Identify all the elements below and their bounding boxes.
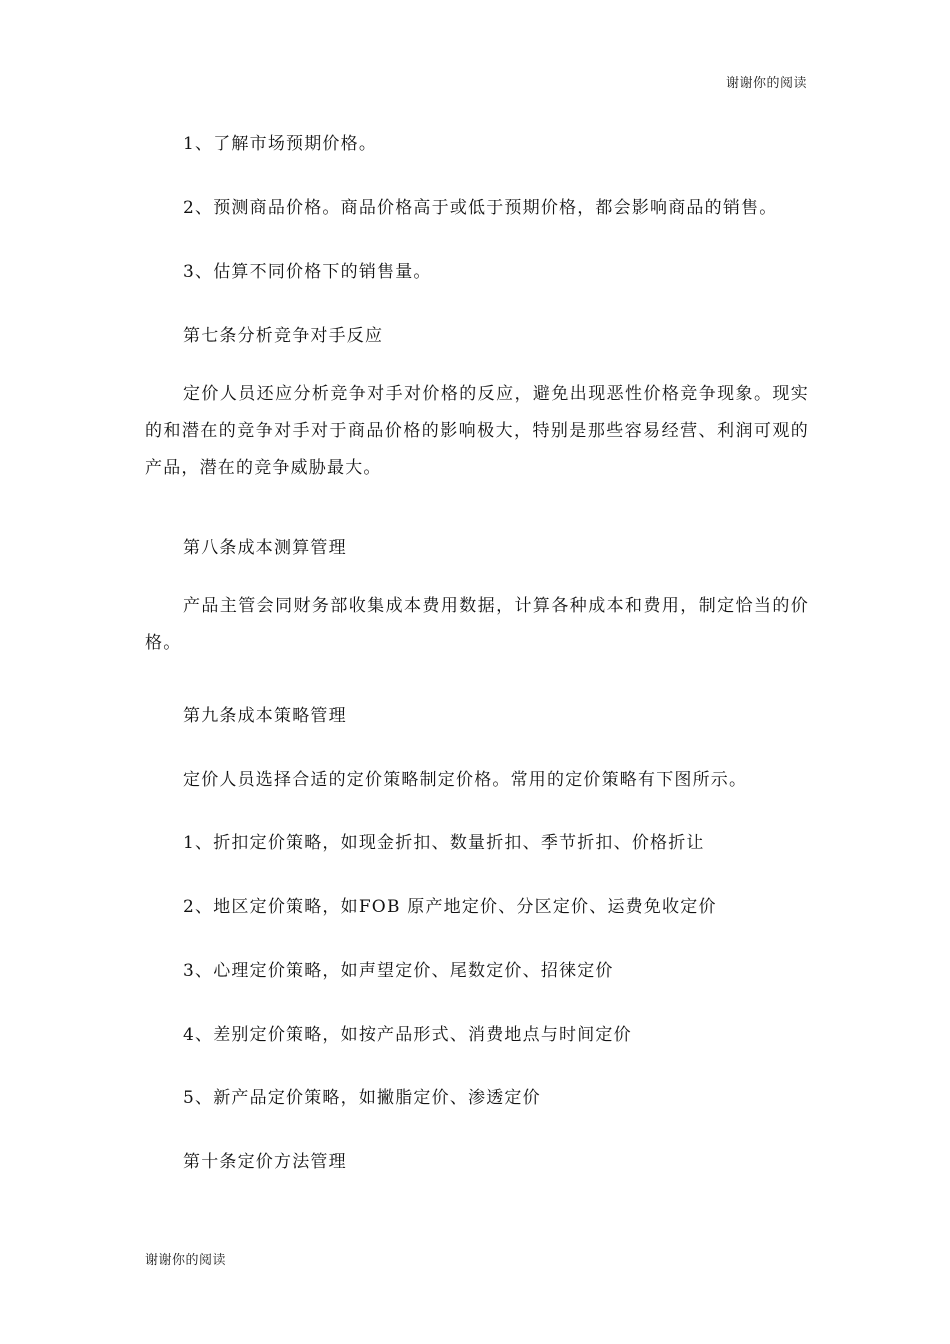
article-7-heading: 第七条分析竞争对手反应 — [183, 326, 384, 346]
strategy-item-2: 2、地区定价策略，如FOB 原产地定价、分区定价、运费免收定价 — [183, 897, 717, 917]
article-9-heading: 第九条成本策略管理 — [183, 706, 347, 726]
list-item-2: 2、预测商品价格。商品价格高于或低于预期价格，都会影响商品的销售。 — [183, 198, 778, 218]
article-8-heading: 第八条成本测算管理 — [183, 538, 347, 558]
article-9-paragraph: 定价人员选择合适的定价策略制定价格。常用的定价策略有下图所示。 — [183, 770, 748, 790]
page-header: 谢谢你的阅读 — [725, 76, 807, 91]
strategy-item-3: 3、心理定价策略，如声望定价、尾数定价、招徕定价 — [183, 961, 614, 981]
page-footer: 谢谢你的阅读 — [145, 1253, 227, 1268]
article-7-paragraph: 定价人员还应分析竞争对手对价格的反应，避免出现恶性价格竞争现象。现实的和潜在的竞争对手对于商品价格的影响极大，特别是那些容易经营、利润可观的产品，潜在的竞争威胁最大。 — [145, 384, 809, 478]
strategy-item-5: 5、新产品定价策略，如撇脂定价、渗透定价 — [183, 1088, 541, 1108]
list-item-1: 1、了解市场预期价格。 — [183, 134, 378, 154]
strategy-item-1: 1、折扣定价策略，如现金折扣、数量折扣、季节折扣、价格折让 — [183, 833, 705, 853]
list-item-3: 3、估算不同价格下的销售量。 — [183, 262, 432, 282]
article-8-paragraph: 产品主管会同财务部收集成本费用数据，计算各种成本和费用，制定恰当的价格。 — [145, 596, 809, 653]
article-10-heading: 第十条定价方法管理 — [183, 1152, 347, 1172]
strategy-item-4: 4、差别定价策略，如按产品形式、消费地点与时间定价 — [183, 1025, 632, 1045]
